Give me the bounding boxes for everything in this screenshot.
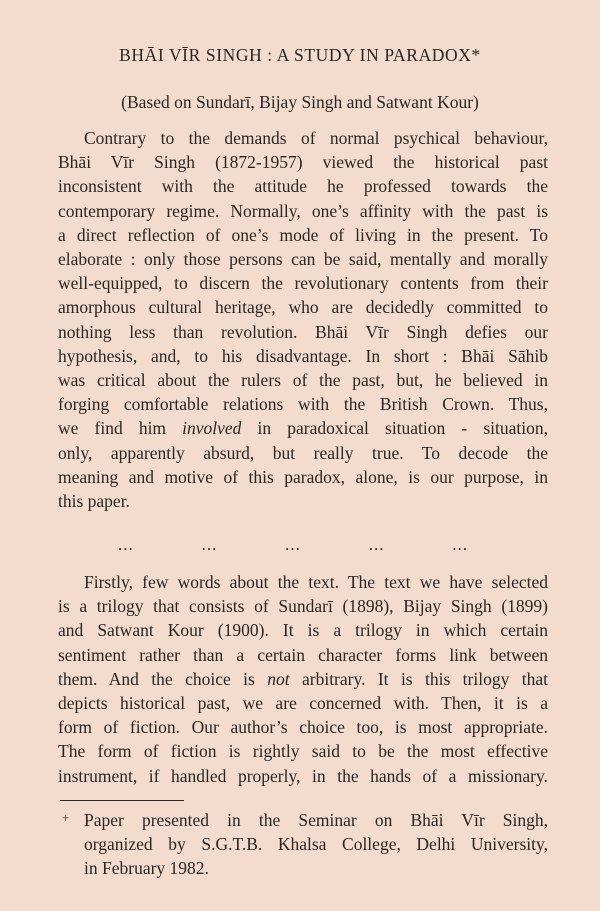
footnote-line: Paper presented in the Seminar on Bhāi Vīr Singh, <box>84 810 548 830</box>
text-line: contemporary regime. Normally, one’s affinity with the past is <box>58 200 548 221</box>
text-line: was critical about the rulers of the past, but, he believed in <box>58 370 548 391</box>
text-line: meaning and motive of this paradox, alone, is our purpose, in <box>58 466 548 487</box>
text-line: Contrary to the demands of normal psychical behaviour, <box>84 128 548 148</box>
text-line: The form of fiction is rightly said to be the most effective <box>58 741 548 762</box>
separator-dots: ... <box>201 535 218 554</box>
emphasis-word: involved <box>182 418 242 439</box>
text-line: this paper. <box>58 491 130 512</box>
text-line: hypothesis, and, to his disadvantage. In short : Bhāi Sāhib <box>58 345 548 366</box>
text-line: only, apparently absurd, but really true. To decode the <box>58 442 548 463</box>
text-line: sentiment rather than a certain character forms link between <box>58 644 548 665</box>
text-line: is a trilogy that consists of Sundarī (1898), Bijay Singh (1899) <box>58 596 548 617</box>
text-line: a direct reflection of one’s mode of living in the present. To <box>58 224 548 245</box>
separator-dots: ... <box>285 535 301 554</box>
paragraph-2 <box>58 570 548 788</box>
separator-dots: ... <box>118 535 134 554</box>
text-line: nothing less than revolution. Bhāi Vīr Singh defies our <box>58 321 548 342</box>
text-line: Bhāi Vīr Singh (1872-1957) viewed the historical past <box>58 152 548 173</box>
footnote-marker: + <box>62 810 70 825</box>
separator-dots: ... <box>452 535 468 554</box>
text-line: forging comfortable relations with the British Crown. Thus, <box>58 394 548 415</box>
section-separator <box>118 535 468 555</box>
page-subtitle: (Based on Sundarī, Bijay Singh and Satwant Kour) <box>121 92 479 112</box>
text-line: we find him involved in paradoxical situation - situation, <box>58 418 548 439</box>
footnote-divider <box>60 800 184 801</box>
separator-dots: ... <box>368 535 385 554</box>
footnote-line: organized by S.G.T.B. Khalsa College, Delhi University, <box>84 834 548 855</box>
text-line: form of fiction. Our author’s choice too, is most appropriate. <box>58 717 548 738</box>
text-line: instrument, if handled properly, in the hands of a missionary. <box>58 765 548 786</box>
footnote-line: in February 1982. <box>84 858 209 879</box>
text-line: and Satwant Kour (1900). It is a trilogy in which certain <box>58 620 548 641</box>
page-title: BHĀI VĪR SINGH : A STUDY IN PARADOX* <box>119 45 481 65</box>
paragraph-1 <box>58 126 548 513</box>
text-line: inconsistent with the attitude he professed towards the <box>58 176 548 197</box>
footnote-text <box>84 808 548 881</box>
emphasis-word: not <box>267 668 290 689</box>
text-line: amorphous cultural heritage, who are decidedly committed to <box>58 297 548 318</box>
text-line: them. And the choice is not arbitrary. It is this trilogy that <box>58 668 548 689</box>
text-line: elaborate : only those persons can be said, mentally and morally <box>58 249 548 270</box>
text-line: Firstly, few words about the text. The text we have selected <box>84 572 548 592</box>
text-line: depicts historical past, we are concerned with. Then, it is a <box>58 693 548 714</box>
text-line: well-equipped, to discern the revolutionary contents from their <box>58 273 548 294</box>
